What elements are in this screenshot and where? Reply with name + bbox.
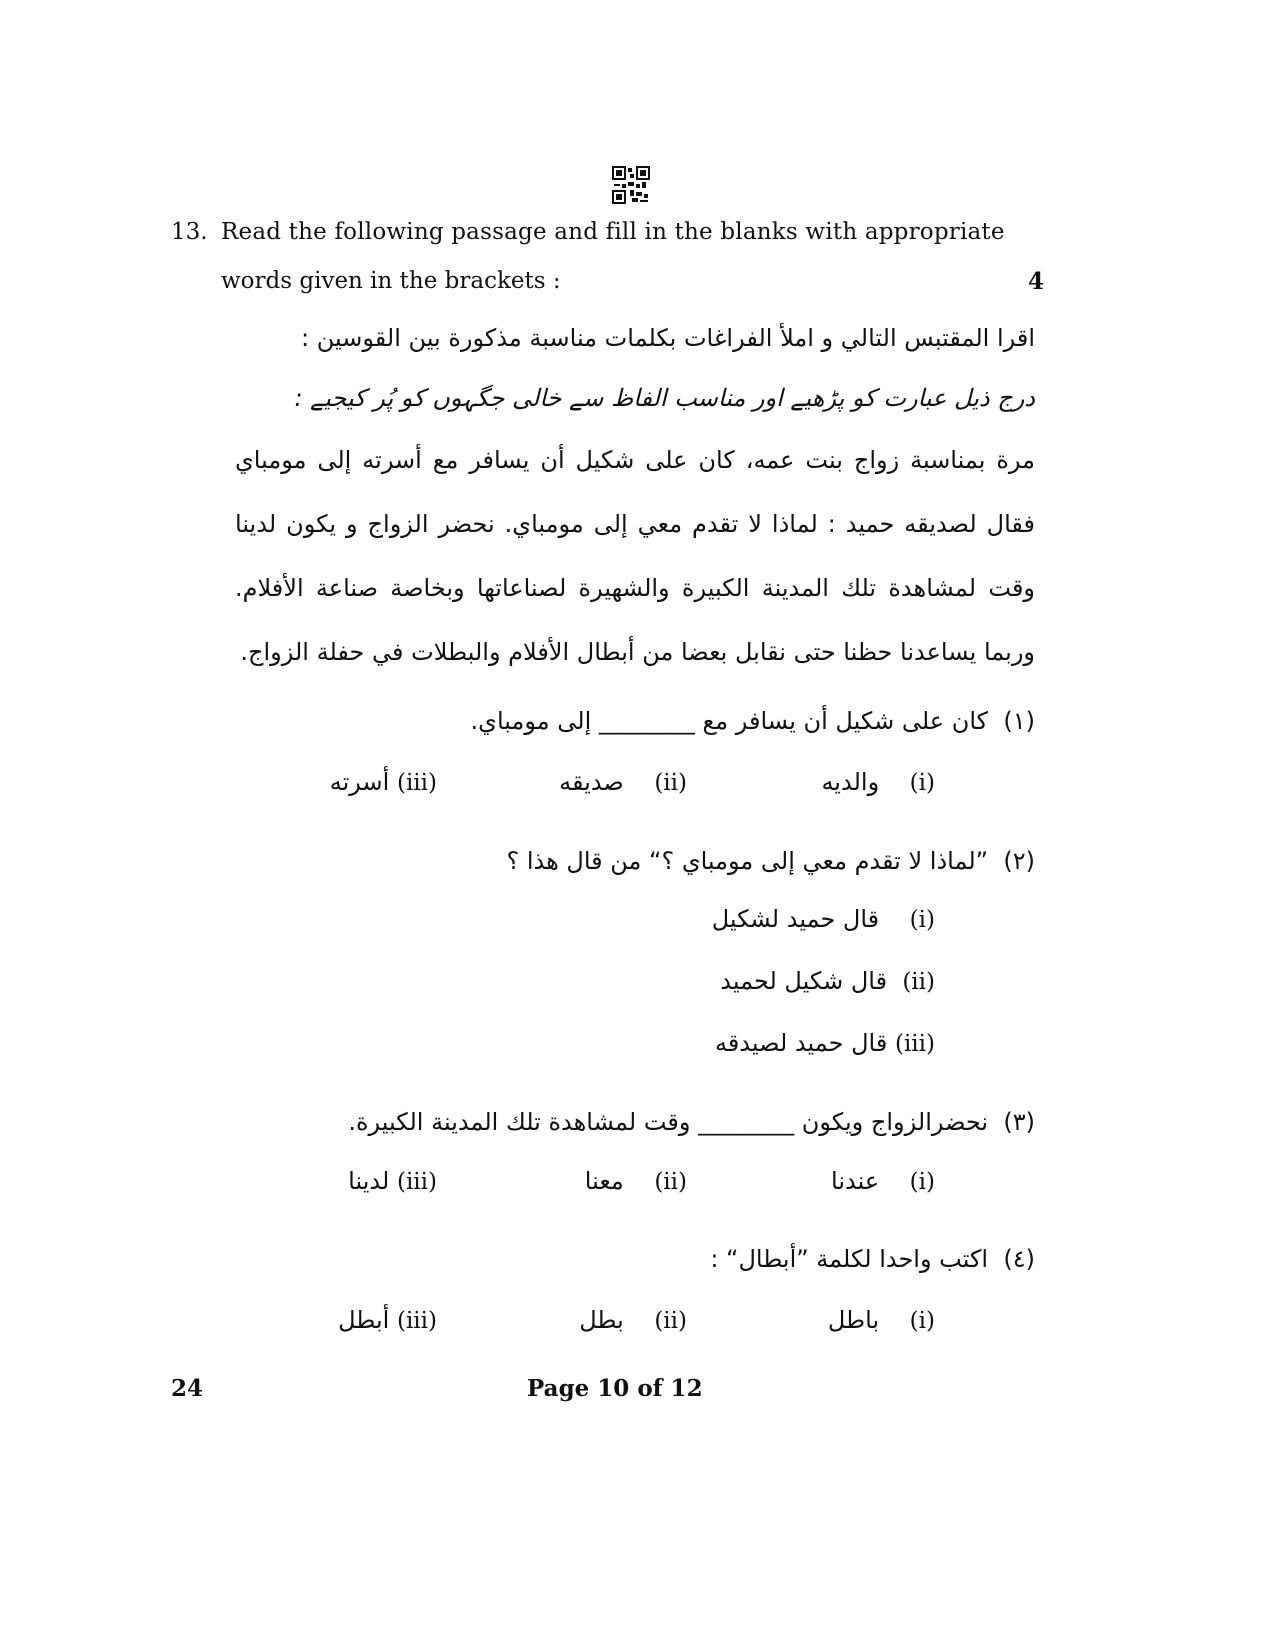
item-text: ”لماذا لا تقدم معي إلى مومباي ؟“ من قال هذا ؟ bbox=[506, 847, 989, 875]
item-2-option-1: (i) قال حميد لشكيل bbox=[711, 905, 935, 933]
item-2-option-2: (ii) قال شكيل لحميد bbox=[720, 967, 935, 995]
item-3-question bbox=[348, 1108, 1035, 1136]
item-4-option-1: (i) باطل bbox=[827, 1306, 935, 1334]
item-1-option-2: (ii) صديقه bbox=[559, 768, 687, 796]
item-2-option-3: (iii) قال حميد لصيدقه bbox=[714, 1029, 935, 1057]
urdu-instruction: درج ذیل عبارت کو پڑھیے اور مناسب الفاظ سے خالی جگہوں کو پُر کیجیے : bbox=[294, 384, 1035, 412]
item-4-option-2: (ii) بطل bbox=[579, 1306, 687, 1334]
question-marks: 4 bbox=[1028, 268, 1045, 295]
paper-code: 24 bbox=[171, 1375, 204, 1402]
item-text: كان على شكيل أن يسافر مع ________ إلى مومباي. bbox=[470, 707, 989, 735]
item-3-option-3: (iii) لدينا bbox=[348, 1167, 437, 1195]
item-text: نحضرالزواج ويكون ________ وقت لمشاهدة تلك المدينة الكبيرة. bbox=[348, 1108, 989, 1136]
arabic-instruction: اقرا المقتبس التالي و املأ الفراغات بكلمات مناسبة مذكورة بين القوسين : bbox=[301, 324, 1035, 352]
arabic-passage: مرة بمناسبة زواج بنت عمه، كان على شكيل أن يسافر مع أسرته إلى مومباي فقال لصديقه حميد : لماذا لا تقدم معي إلى مومباي. نحضر الزواج و يكون لدينا وقت لمشاهدة تلك المدينة الكبيرة والشهيرة لصناعاتها وبخاصة صناعة الأفلام. وربما يساعدنا حظنا حتى نقابل بعضا من أبطال الأفلام والبطلات في حفلة الزواج. bbox=[235, 446, 1035, 666]
question-number: 13. bbox=[171, 219, 208, 245]
item-2-question bbox=[507, 847, 1036, 875]
item-1-question bbox=[471, 707, 1035, 735]
page-number: Page 10 of 12 bbox=[527, 1375, 703, 1402]
item-1-option-1: (i) والديه bbox=[821, 768, 935, 796]
item-label: (٤) bbox=[1003, 1245, 1035, 1273]
item-1-option-3: (iii) أسرته bbox=[329, 768, 437, 796]
item-3-option-2: (ii) معنا bbox=[584, 1167, 687, 1195]
item-3-option-1: (i) عندنا bbox=[831, 1167, 935, 1195]
item-label: (٢) bbox=[1003, 847, 1035, 875]
item-label: (٣) bbox=[1003, 1108, 1035, 1136]
question-text-line2: words given in the brackets : bbox=[221, 268, 561, 294]
item-label: (١) bbox=[1003, 707, 1035, 735]
item-text: اكتب واحدا لكلمة ”أبطال“ : bbox=[710, 1245, 989, 1273]
qr-code-icon bbox=[612, 166, 650, 204]
item-4-option-3: (iii) أبطل bbox=[338, 1306, 437, 1334]
question-text-line1: Read the following passage and fill in the blanks with appropriate bbox=[221, 219, 1005, 245]
item-4-question bbox=[710, 1245, 1035, 1273]
